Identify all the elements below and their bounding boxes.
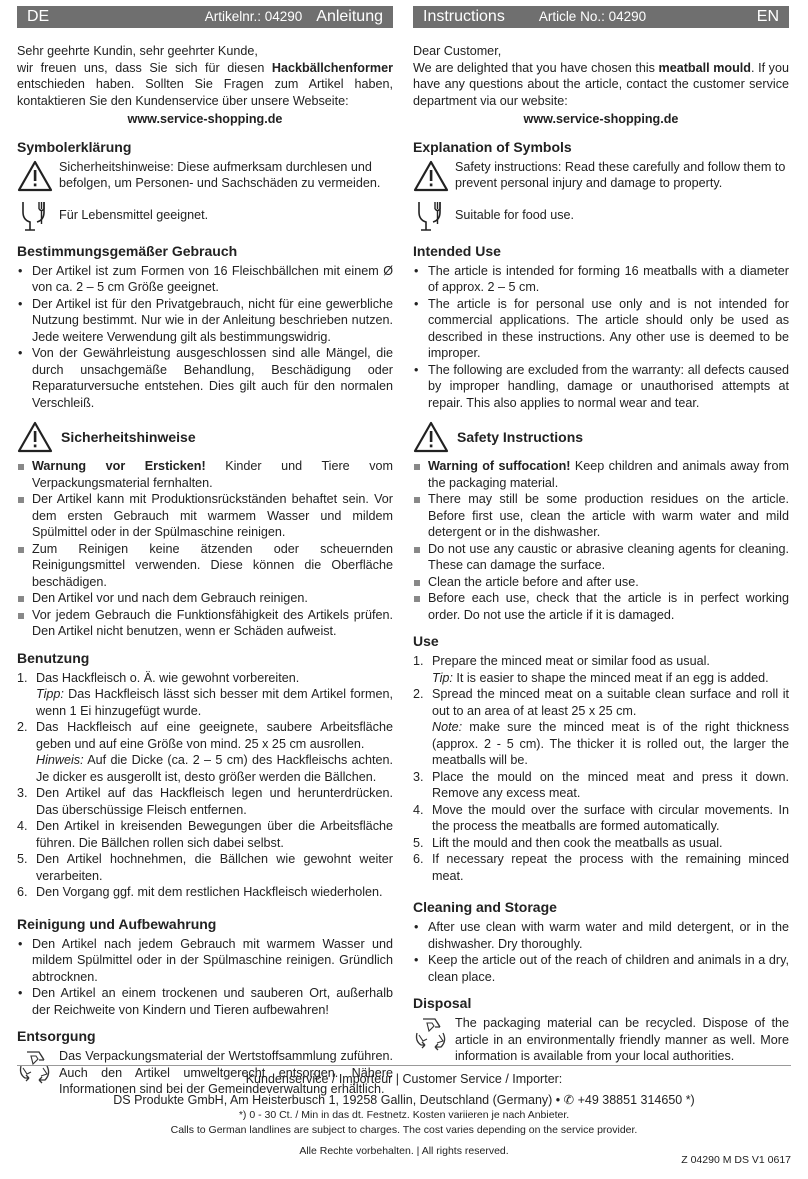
step-item: 5. Den Artikel hochnehmen, die Bällchen wie gewohnt weiter verarbeiten. (17, 852, 393, 883)
footer-cost-note-en: Calls to German landlines are subject to charges. The cost varies depending on the service provider. (170, 1124, 638, 1136)
food-safe-icon (413, 199, 449, 233)
list-item: Der Artikel kann mit Produktionsrückständen behaftet sein. Vor dem ersten Gebrauch mit warmem Wasser und mildem Spülmittel oder in der Spülmaschine reinigen. (17, 491, 393, 541)
intro-text: wir freuen uns, dass Sie sich für diesen Hackbällchenformer entschieden haben. Sollten Sie Fragen zum Artikel haben, kontaktieren Sie den Kundenservice über unsere Webseite: (17, 60, 393, 108)
list-item: Warnung vor Ersticken! Kinder und Tiere vom Verpackungsmaterial fernhalten. (17, 458, 393, 491)
disposal-text: The packaging material can be recycled. Dispose of the article in an environmentally friendly manner as well. More information is available from your local authorities. (455, 1016, 789, 1063)
list-item: Den Artikel vor und nach dem Gebrauch reinigen. (17, 590, 393, 607)
footer-rights: Alle Rechte vorbehalten. | All rights reserved. (299, 1145, 509, 1157)
list-item: • The article is for personal use only and is not intended for commercial applications. The article should only be used as described in these instructions. Any other use is deemed to be improper. (413, 296, 789, 362)
step-item: 1. Prepare the minced meat or similar food as usual. Tip: It is easier to shape the minced meat if an egg is added. (413, 654, 769, 685)
section-title: Bestimmungsgemäßer Gebrauch (17, 242, 238, 259)
recycle-icon (413, 1015, 449, 1055)
list-item: • The article is intended for forming 16 meatballs with a diameter of approx. 2 – 5 cm. (413, 263, 789, 296)
step-item: 5. Lift the mould and then cook the meatballs as usual. (413, 835, 723, 850)
section-title: Disposal (413, 995, 472, 1011)
footer-address: DS Produkte GmbH, Am Heisterbusch 1, 19258 Gallin, Deutschland (Germany) • ✆ +49 38851 314650 *) (113, 1093, 695, 1107)
list-item: Vor jedem Gebrauch die Funktionsfähigkeit des Artikels prüfen. Den Artikel nicht benutzen, wenn er Schäden aufweist. (17, 607, 393, 640)
step-item: 6. If necessary repeat the process with the remaining minced meat. (413, 852, 789, 883)
section-disposal (413, 994, 789, 1065)
warning-symbol-text: Sicherheitshinweise: Diese aufmerksam durchlesen und befolgen, um Personen- und Sachschäden zu vermeiden. (59, 159, 381, 190)
list-item: • The following are excluded from the warranty: all defects caused by improper handling, damage or unauthorised attempts at repair. This also applies to normal wear and tear. (413, 362, 789, 412)
header-bar-de (17, 6, 393, 28)
document-code: Z 04290 M DS V1 0617 (681, 1154, 791, 1166)
section-title: Safety Instructions (457, 429, 584, 445)
column-english (413, 6, 789, 1074)
step-item: 6. Den Vorgang ggf. mit dem restlichen Hackfleisch wiederholen. (17, 885, 383, 899)
warning-triangle-icon (17, 420, 53, 454)
article-number: Article No.: 04290 (538, 8, 647, 24)
step-item: 3. Place the mould on the minced meat and press it down. Remove any excess meat. (413, 769, 789, 800)
website-link[interactable]: www.service-shopping.de (523, 112, 679, 126)
food-symbol-text: Für Lebensmittel geeignet. (59, 208, 209, 223)
section-title: Reinigung und Aufbewahrung (17, 915, 217, 932)
footer-cost-note-de: *) 0 - 30 Ct. / Min in das dt. Festnetz. Kosten variieren je nach Anbieter. (238, 1109, 570, 1121)
section-use (17, 649, 393, 901)
section-title: Benutzung (17, 649, 90, 666)
section-cleaning (17, 915, 393, 1019)
lang-label: EN (756, 7, 779, 25)
list-item: • Keep the article out of the reach of children and animals in a dry, clean place. (413, 952, 789, 985)
doc-title: Instructions (423, 7, 505, 25)
list-item: • Der Artikel ist für den Privatgebrauch, nicht für eine gewerbliche Nutzung bestimmt. Nur wie in der Anleitung beschrieben nutzen. Jede weitere Verwendung gilt als bestimmungswidrig. (17, 296, 393, 346)
lang-label: DE (27, 7, 50, 25)
section-title: Entsorgung (17, 1028, 96, 1044)
website-link[interactable]: www.service-shopping.de (127, 112, 283, 126)
list-item: Before each use, check that the article is in perfect working order. Do not use the article if it is damaged. (413, 590, 789, 623)
list-item: Do not use any caustic or abrasive cleaning agents for cleaning. These can damage the surface. (413, 541, 789, 574)
list-item: Zum Reinigen keine ätzenden oder scheuernden Reinigungsmittel verwenden. Diese können die Oberfläche beschädigen. (17, 541, 393, 591)
footer-service-label: Kundenservice / Importeur | Customer Service / Importer: (245, 1072, 563, 1086)
section-symbols (17, 138, 393, 233)
step-item: 2. Das Hackfleisch auf eine geeignete, saubere Arbeitsfläche geben und auf eine Größe von mind. 25 x 25 cm ausrollen. Hinweis: Auf die Dicke (ca. 2 – 5 cm) des Hackfleischs achten. Je dicker es ausgerollt ist, desto größer werden die Bällchen. (17, 720, 393, 784)
greeting: Dear Customer, (413, 44, 502, 58)
list-item: Clean the article before and after use. (413, 574, 789, 591)
warning-triangle-icon (413, 420, 449, 454)
section-safety (413, 420, 789, 623)
column-german (17, 6, 393, 1107)
step-item: 4. Den Artikel in kreisenden Bewegungen über die Arbeitsfläche führen. Die Bällchen rollen sich dabei selbst. (17, 819, 393, 850)
intro-text: We are delighted that you have chosen this meatball mould. If you have any questions about the article, contact the customer service department via our website: (413, 60, 789, 108)
header-bar-en (413, 6, 789, 28)
disposal-text: Das Verpackungsmaterial der Wertstoffsammlung zuführen. Auch den Artikel umweltgerecht entsorgen. Nähere Informationen sind bei der Gemeindeverwaltung erhältlich. (59, 1049, 393, 1096)
doc-title: Anleitung (316, 7, 383, 25)
list-item: • Von der Gewährleistung ausgeschlossen sind alle Mängel, die durch unsachgemäße Behandlung, Beschädigung oder Reparaturversuche entstehen. Dies gilt auch für den normalen Verschleiß. (17, 345, 393, 411)
greeting: Sehr geehrte Kundin, sehr geehrter Kunde, (17, 44, 258, 58)
warning-symbol-text: Safety instructions: Read these carefully and follow them to prevent personal injury and damage to property. (455, 159, 786, 190)
warning-triangle-icon (413, 159, 449, 193)
step-item: 1. Das Hackfleisch o. Ä. wie gewohnt vorbereiten. Tipp: Das Hackfleisch lässt sich besser mit dem Artikel formen, wenn 1 Ei hinzugefügt wurde. (17, 670, 393, 718)
step-item: 4. Move the mould over the surface with circular movements. In the process the meatballs are formed automatically. (413, 802, 789, 833)
section-cleaning (413, 898, 789, 985)
article-number: Artikelnr.: 04290 (204, 8, 303, 24)
list-item: • After use clean with warm water and mild detergent, or in the dishwasher. Dry thoroughly. (413, 919, 789, 952)
section-safety (17, 420, 393, 640)
list-item: • Den Artikel an einem trockenen und sauberen Ort, außerhalb der Reichweite von Kindern und Tieren aufbewahren! (17, 985, 393, 1018)
section-title: Cleaning and Storage (413, 899, 557, 915)
list-item: Warning of suffocation! Keep children and animals away from the packaging material. (413, 458, 789, 491)
section-symbols (413, 138, 789, 233)
food-safe-icon (17, 199, 53, 233)
footer (17, 1065, 791, 1159)
list-item: • Den Artikel nach jedem Gebrauch mit warmem Wasser und mildem Spülmittel oder in der Spülmaschine reinigen. Gründlich abtrocknen. (17, 936, 393, 986)
section-intended-use (413, 242, 789, 412)
section-title: Intended Use (413, 242, 501, 259)
section-intended-use (17, 242, 393, 412)
section-use (413, 632, 789, 884)
section-title: Symbolerklärung (17, 138, 132, 155)
warning-triangle-icon (17, 159, 53, 193)
list-item: There may still be some production residues on the article. Before first use, clean the article with warm water and mild detergent or in the dishwasher. (413, 491, 789, 541)
list-item: • Der Artikel ist zum Formen von 16 Fleischbällchen mit einem Ø von ca. 2 – 5 cm Größe geeignet. (17, 263, 393, 296)
section-title: Use (413, 633, 439, 649)
section-title: Explanation of Symbols (413, 138, 572, 155)
section-title: Sicherheitshinweise (61, 429, 196, 445)
food-symbol-text: Suitable for food use. (455, 208, 575, 223)
step-item: 2. Spread the minced meat on a suitable clean surface and roll it out to an area of at least 25 x 25 cm. Note: make sure the minced meat is of the right thickness (approx. 2 - 5 cm). The thicker it is rolled out, the larger the meatballs will be. (413, 687, 789, 767)
step-item: 3. Den Artikel auf das Hackfleisch legen und herunterdrücken. Das überschüssige Fleisch entfernen. (17, 786, 393, 817)
